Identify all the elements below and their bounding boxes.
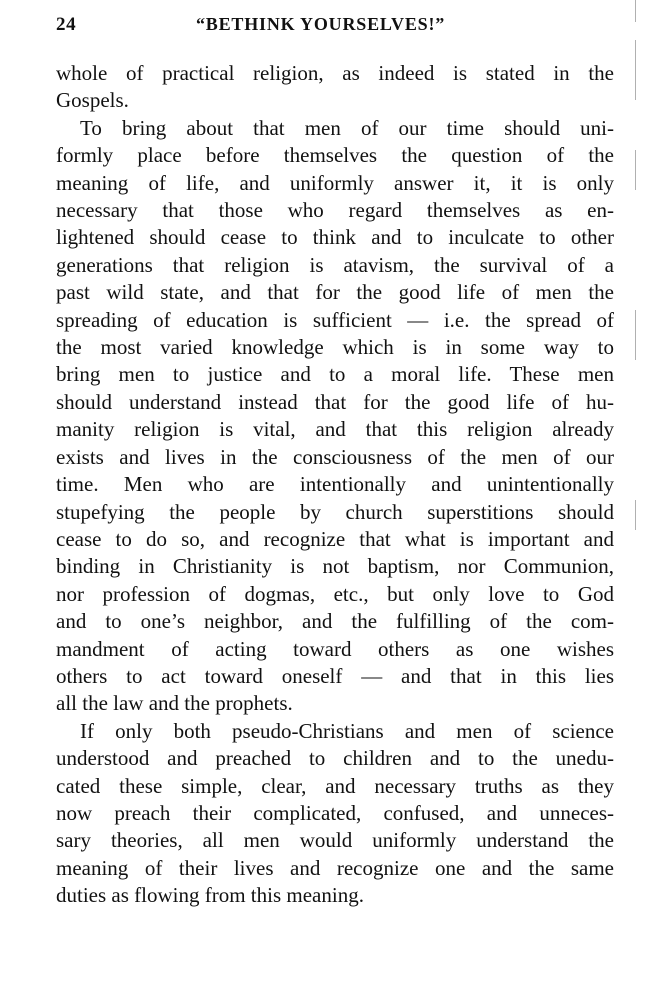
text-line: nor profession of dogmas, etc., but only love to God: [56, 581, 614, 606]
text-line: necessary that those who regard themselves as en-: [56, 198, 614, 223]
text-line: time. Men who are intentionally and unintentionally: [56, 472, 614, 497]
text-line: formly place before themselves the question of the: [56, 143, 614, 168]
text-line: and to one’s neighbor, and the fulfilling of the com-: [56, 609, 614, 634]
text-line: duties as flowing from this meaning.: [56, 883, 364, 908]
paragraph: [56, 60, 614, 115]
text-line: understood and preached to children and to the unedu-: [56, 746, 614, 771]
text-line: now preach their complicated, confused, and unneces-: [56, 800, 614, 825]
running-head: [56, 10, 614, 40]
text-line: spreading of education is sufficient — i.e. the spread of: [56, 307, 614, 332]
text-line: bring men to justice and to a moral life. These men: [56, 362, 614, 387]
text-line: the most varied knowledge which is in some way to: [56, 335, 614, 360]
text-line: mandment of acting toward others as one wishes: [56, 636, 614, 661]
paragraph: [56, 115, 614, 718]
gutter-mark: [635, 500, 636, 530]
text-line: stupefying the people by church superstitions should: [56, 499, 614, 524]
text-line: whole of practical religion, as indeed is stated in the: [56, 61, 614, 85]
text-line: exists and lives in the consciousness of the men of our: [56, 444, 614, 469]
text-line: meaning of their lives and recognize one and the same: [56, 855, 614, 880]
paragraph: [56, 718, 614, 910]
text-line: cease to do so, and recognize that what is important and: [56, 526, 614, 551]
text-line: manity religion is vital, and that this religion already: [56, 417, 614, 442]
running-title: “BETHINK YOURSELVES!”: [196, 14, 446, 34]
text-line: past wild state, and that for the good life of men the: [56, 280, 614, 305]
gutter-mark: [635, 0, 636, 22]
gutter-mark: [635, 150, 636, 190]
text-line: meaning of life, and uniformly answer it, it is only: [56, 170, 614, 195]
text-line: lightened should cease to think and to inculcate to other: [56, 225, 614, 250]
text-line: cated these simple, clear, and necessary truths as they: [56, 773, 614, 798]
text-line: To bring about that men of our time should uni-: [80, 115, 614, 140]
text-line: Gospels.: [56, 88, 129, 113]
book-page: [56, 10, 614, 910]
gutter-mark: [635, 310, 636, 360]
page-number: 24: [56, 14, 77, 35]
text-line: should understand instead that for the good life of hu-: [56, 389, 614, 414]
text-line: sary theories, all men would uniformly understand the: [56, 828, 614, 853]
text-line: generations that religion is atavism, the survival of a: [56, 252, 614, 277]
body-text: [56, 60, 614, 910]
gutter-mark: [635, 40, 636, 100]
text-line: If only both pseudo-Christians and men of science: [80, 718, 614, 743]
text-line: others to act toward oneself — and that in this lies: [56, 663, 614, 688]
text-line: binding in Christianity is not baptism, nor Communion,: [56, 554, 614, 579]
text-line: all the law and the prophets.: [56, 691, 293, 716]
